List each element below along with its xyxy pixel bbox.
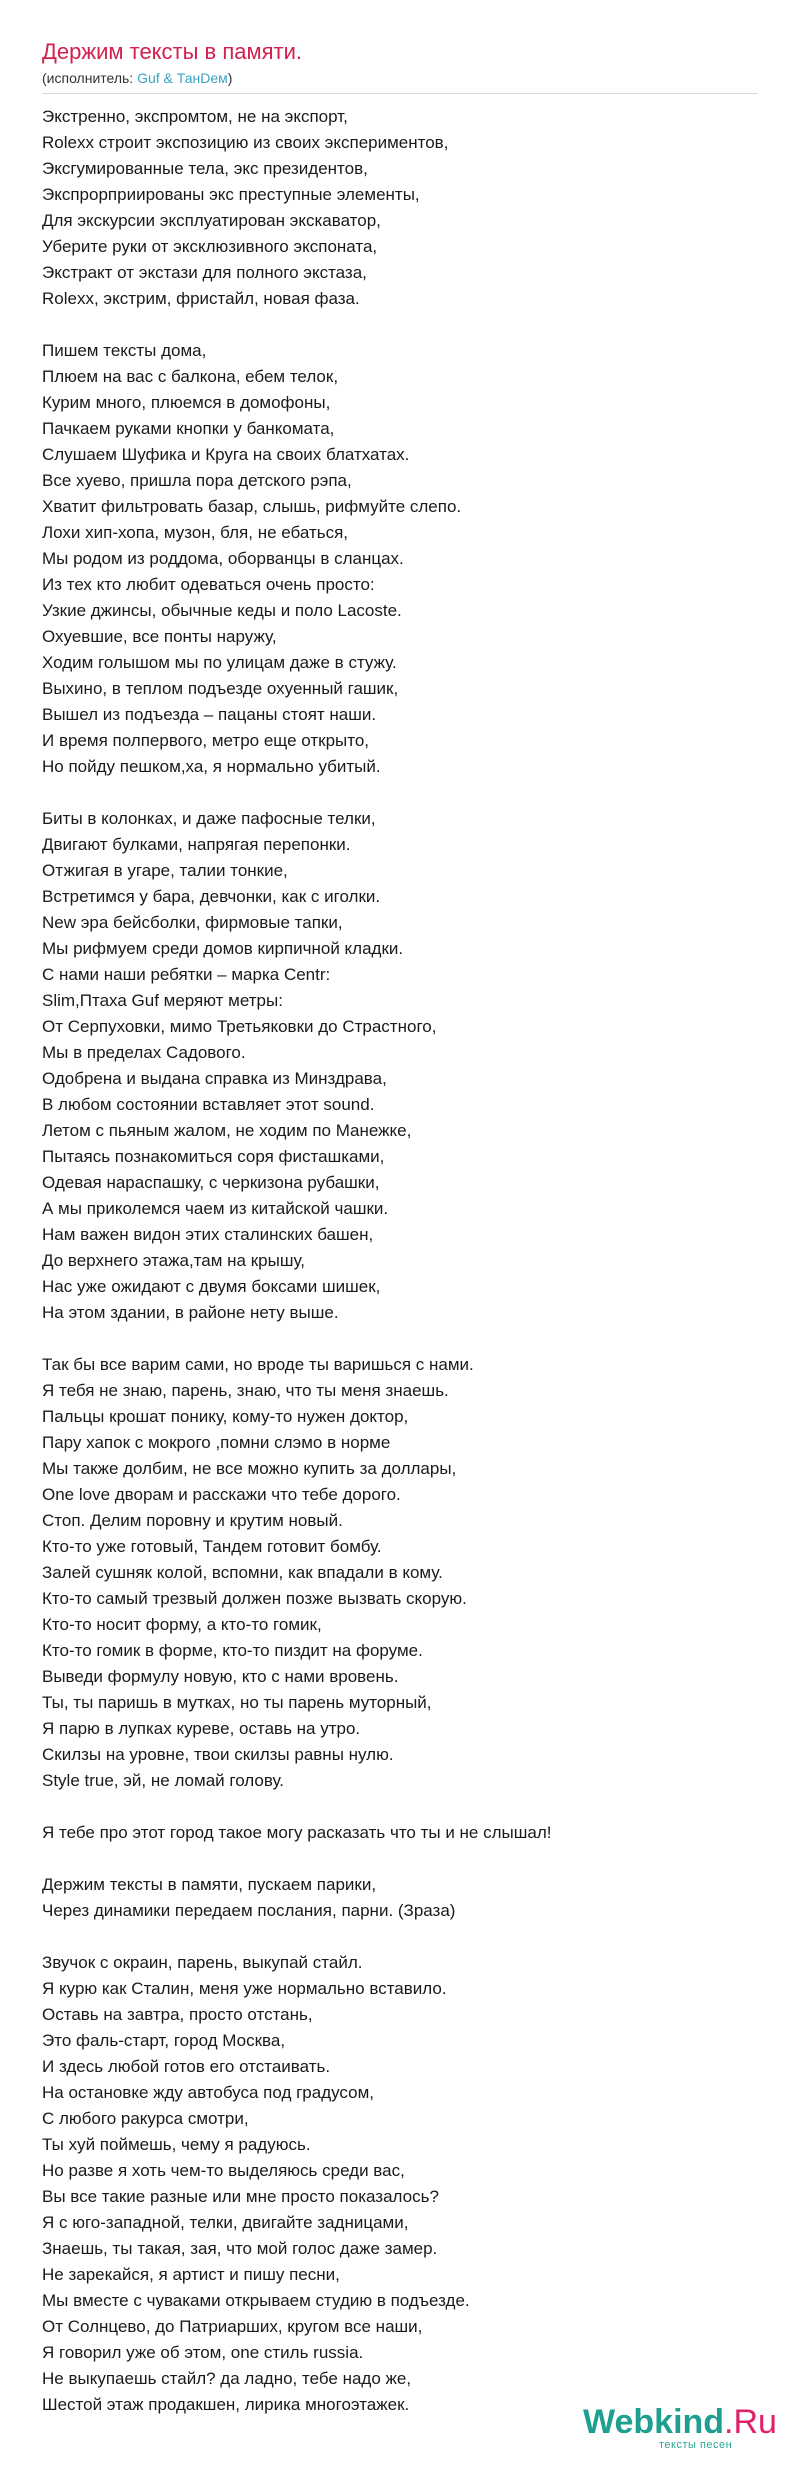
- lyric-line: Уберите руки от эксклюзивного экспоната,: [42, 237, 378, 256]
- lyric-line: Я курю как Сталин, меня уже нормально вставило.: [42, 1979, 447, 1998]
- lyric-line: Не зарекайся, я артист и пишу песни,: [42, 2265, 340, 2284]
- lyric-line: Пальцы крошат понику, кому-то нужен доктор,: [42, 1407, 409, 1426]
- lyric-line: Шестой этаж продакшен, лирика многоэтажек.: [42, 2395, 410, 2414]
- lyric-line: Узкие джинсы, обычные кеды и поло Lacoste.: [42, 601, 402, 620]
- lyric-line: Так бы все варим сами, но вроде ты варишься с нами.: [42, 1355, 474, 1374]
- lyric-line: Для экскурсии эксплуатирован экскаватор,: [42, 211, 381, 230]
- lyric-line: Слушаем Шуфика и Круга на своих блатхатах.: [42, 445, 410, 464]
- lyric-line: Кто-то носит форму, а кто-то гомик,: [42, 1615, 322, 1634]
- lyric-line: В любом состоянии вставляет этот sound.: [42, 1095, 375, 1114]
- artist-line: [42, 69, 232, 87]
- lyrics-stanza: [42, 806, 762, 1326]
- lyric-line: Пачкаем руками кнопки у банкомата,: [42, 419, 335, 438]
- lyric-line: Вы все такие разные или мне просто показалось?: [42, 2187, 439, 2206]
- lyric-line: С любого ракурса смотри,: [42, 2109, 249, 2128]
- lyric-line: Вышел из подъезда – пацаны стоят наши.: [42, 705, 377, 724]
- lyric-line: Из тех кто любит одеваться очень просто:: [42, 575, 375, 594]
- lyrics-stanza: [42, 104, 762, 312]
- logo-tagline: тексты песен: [659, 2439, 733, 2451]
- lyric-line: Пару хапок с мокрого ,помни слэмо в норме: [42, 1433, 391, 1452]
- lyrics-stanza: [42, 1820, 762, 1846]
- lyrics-body: [42, 104, 762, 2444]
- lyric-line: Знаешь, ты такая, зая, что мой голос даже замер.: [42, 2239, 438, 2258]
- lyric-line: Ты хуй поймешь, чему я радуюсь.: [42, 2135, 311, 2154]
- lyric-line: Пытаясь познакомиться соря фисташками,: [42, 1147, 385, 1166]
- lyric-line: Охуевшие, все понты наружу,: [42, 627, 277, 646]
- lyric-line: Но разве я хоть чем-то выделяюсь среди вас,: [42, 2161, 405, 2180]
- lyric-line: Я с юго-западной, телки, двигайте задницами,: [42, 2213, 409, 2232]
- lyric-line: И здесь любой готов его отстаивать.: [42, 2057, 331, 2076]
- webkind-logo[interactable]: [583, 2403, 777, 2453]
- lyrics-stanza: [42, 338, 762, 780]
- lyric-line: Эксгумированные тела, экс президентов,: [42, 159, 368, 178]
- logo-wordmark: [583, 2403, 777, 2441]
- lyrics-stanza: [42, 1872, 762, 1924]
- lyric-line: Нам важен видон этих сталинских башен,: [42, 1225, 374, 1244]
- lyric-line: Все хуево, пришла пора детского рэпа,: [42, 471, 352, 490]
- lyric-line: Ты, ты паришь в мутках, но ты парень муторный,: [42, 1693, 432, 1712]
- header-divider: [42, 93, 758, 94]
- lyric-line: Rolexx строит экспозицию из своих экспериментов,: [42, 133, 449, 152]
- lyric-line: Экстракт от экстази для полного экстаза,: [42, 263, 367, 282]
- lyric-line: С нами наши ребятки – марка Centr:: [42, 965, 331, 984]
- lyric-line: Курим много, плюемся в домофоны,: [42, 393, 331, 412]
- artist-link[interactable]: Guf & ТанDем: [137, 70, 228, 86]
- lyric-line: One love дворам и расскажи что тебе дорого.: [42, 1485, 401, 1504]
- lyric-line: Мы также долбим, не все можно купить за доллары,: [42, 1459, 457, 1478]
- lyric-line: Плюем на вас с балкона, ебем телок,: [42, 367, 339, 386]
- lyric-line: New эра бейсболки, фирмовые тапки,: [42, 913, 343, 932]
- lyric-line: Залей сушняк колой, вспомни, как впадали в кому.: [42, 1563, 443, 1582]
- lyric-line: От Солнцево, до Патриарших, кругом все наши,: [42, 2317, 423, 2336]
- lyric-line: Rolexx, экстрим, фристайл, новая фаза.: [42, 289, 360, 308]
- lyric-line: Это фаль-старт, город Москва,: [42, 2031, 286, 2050]
- lyric-line: Мы в пределах Садового.: [42, 1043, 246, 1062]
- lyric-line: Встретимся у бара, девчонки, как с иголки.: [42, 887, 381, 906]
- logo-word: Webkind: [583, 2403, 725, 2441]
- page-title: Держим тексты в памяти.: [42, 39, 303, 64]
- lyric-line: Двигают булками, напрягая перепонки.: [42, 835, 351, 854]
- lyric-line: Мы рифмуем среди домов кирпичной кладки.: [42, 939, 404, 958]
- lyric-line: Отжигая в угаре, талии тонкие,: [42, 861, 288, 880]
- lyric-line: Экстренно, экспромтом, не на экспорт,: [42, 107, 348, 126]
- lyric-line: А мы приколемся чаем из китайской чашки.: [42, 1199, 389, 1218]
- lyrics-stanza: [42, 1352, 762, 1794]
- artist-prefix: (исполнитель:: [42, 70, 138, 86]
- artist-suffix: ): [227, 70, 233, 86]
- lyric-line: Через динамики передаем послания, парни. (Зраза): [42, 1901, 456, 1920]
- lyric-line: Я тебя не знаю, парень, знаю, что ты меня знаешь.: [42, 1381, 449, 1400]
- lyric-line: До верхнего этажа,там на крышу,: [42, 1251, 305, 1270]
- lyric-line: Ходим голышом мы по улицам даже в стужу.: [42, 653, 397, 672]
- lyric-line: Выведи формулу новую, кто с нами вровень.: [42, 1667, 399, 1686]
- lyric-line: Кто-то гомик в форме, кто-то пиздит на форуме.: [42, 1641, 423, 1660]
- lyrics-stanza: [42, 1950, 762, 2418]
- lyric-line: На остановке жду автобуса под градусом,: [42, 2083, 374, 2102]
- lyric-line: Мы родом из роддома, оборванцы в сланцах.: [42, 549, 404, 568]
- lyric-line: Оставь на завтра, просто отстань,: [42, 2005, 313, 2024]
- lyric-line: Одобрена и выдана справка из Минздрава,: [42, 1069, 387, 1088]
- lyric-line: Экспрорприированы экс преступные элементы,: [42, 185, 420, 204]
- lyric-line: Звучок с окраин, парень, выкупай стайл.: [42, 1953, 363, 1972]
- lyric-line: Style true, эй, не ломай голову.: [42, 1771, 285, 1790]
- lyric-line: Я парю в лупках куреве, оставь на утро.: [42, 1719, 361, 1738]
- lyric-line: На этом здании, в районе нету выше.: [42, 1303, 339, 1322]
- lyric-line: Кто-то самый трезвый должен позже вызвать скорую.: [42, 1589, 467, 1608]
- lyric-line: Стоп. Делим поровну и крутим новый.: [42, 1511, 343, 1530]
- lyric-line: Нас уже ожидают с двумя боксами шишек,: [42, 1277, 381, 1296]
- lyric-line: Slim,Птаха Guf меряют метры:: [42, 991, 283, 1010]
- lyric-line: От Серпуховки, мимо Третьяковки до Страстного,: [42, 1017, 437, 1036]
- lyric-line: Биты в колонках, и даже пафосные телки,: [42, 809, 376, 828]
- lyric-line: Одевая нараспашку, с черкизона рубашки,: [42, 1173, 380, 1192]
- lyric-line: Скилзы на уровне, твои скилзы равны нулю.: [42, 1745, 394, 1764]
- lyric-line: Держим тексты в памяти, пускаем парики,: [42, 1875, 377, 1894]
- lyric-line: Мы вместе с чуваками открываем студию в подъезде.: [42, 2291, 470, 2310]
- lyric-line: И время полпервого, метро еще открыто,: [42, 731, 370, 750]
- lyric-line: Лохи хип-хопа, музон, бля, не ебаться,: [42, 523, 349, 542]
- lyric-line: Выхино, в теплом подъезде охуенный гашик,: [42, 679, 399, 698]
- lyric-line: Пишем тексты дома,: [42, 341, 207, 360]
- lyric-line: Хватит фильтровать базар, слышь, рифмуйте слепо.: [42, 497, 462, 516]
- lyric-line: Летом с пьяным жалом, не ходим по Манежке,: [42, 1121, 412, 1140]
- lyric-line: Не выкупаешь стайл? да ладно, тебе надо же,: [42, 2369, 412, 2388]
- logo-tld: .Ru: [724, 2403, 777, 2441]
- lyric-line: Кто-то уже готовый, Тандем готовит бомбу.: [42, 1537, 382, 1556]
- lyric-line: Но пойду пешком,ха, я нормально убитый.: [42, 757, 381, 776]
- lyric-line: Я тебе про этот город такое могу расказать что ты и не слышал!: [42, 1823, 552, 1842]
- lyric-line: Я говорил уже об этом, one стиль russia.: [42, 2343, 364, 2362]
